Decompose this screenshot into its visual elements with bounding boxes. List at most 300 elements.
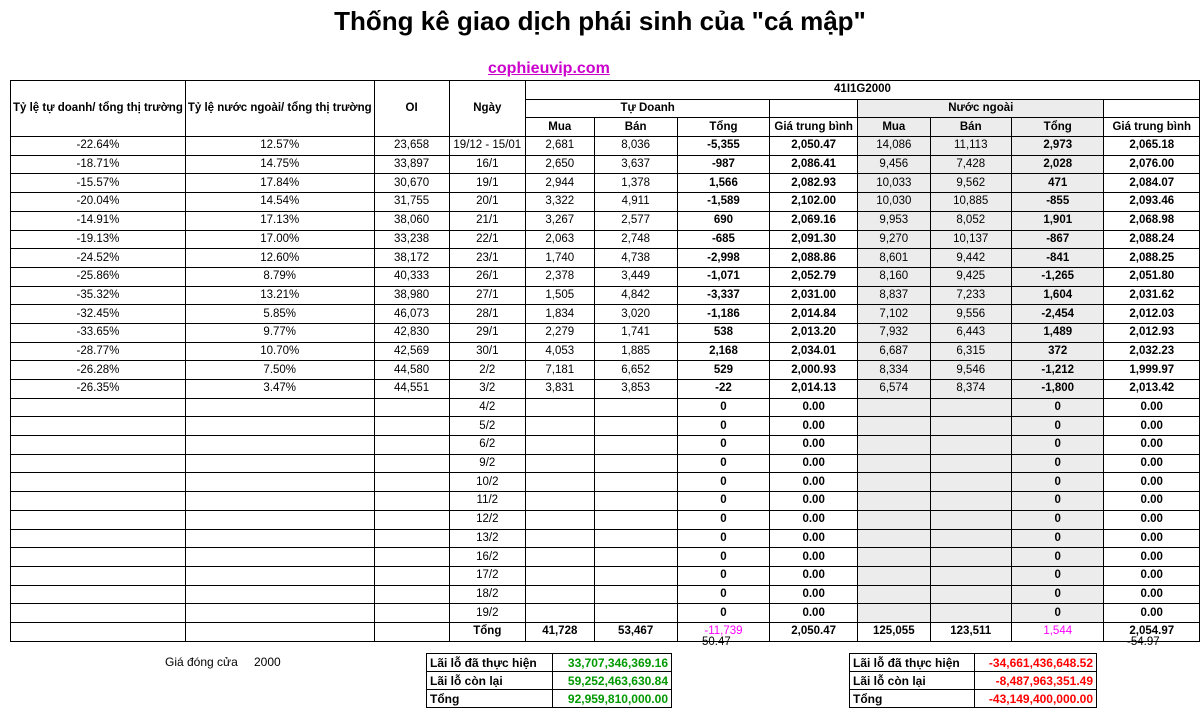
cell-nn-mua: 8,601 xyxy=(858,249,930,268)
cell-td-tong: 0 xyxy=(677,436,770,455)
table-row xyxy=(11,193,1200,212)
cell-nn-mua: 9,953 xyxy=(858,211,930,230)
cell-td-tong: -2,998 xyxy=(677,249,770,268)
cell-td-tong: -987 xyxy=(677,155,770,174)
cell-nn-ratio xyxy=(185,566,374,585)
cell-td-gia: 0.00 xyxy=(770,454,858,473)
cell-nn-gia: 0.00 xyxy=(1104,566,1200,585)
header-nn-mua: Mua xyxy=(858,118,930,137)
header-td-mua: Mua xyxy=(526,118,595,137)
cell-oi xyxy=(374,604,449,623)
cell-td-ratio: -33.65% xyxy=(11,323,186,342)
cell-td-gia: 2,086.41 xyxy=(770,155,858,174)
cell-td-mua xyxy=(526,529,595,548)
cell-td-ban: 2,577 xyxy=(594,211,677,230)
cell-td-ratio xyxy=(11,492,186,511)
cell-td-ratio: -32.45% xyxy=(11,305,186,324)
cell-td-ban xyxy=(594,473,677,492)
cell-nn-ratio xyxy=(185,436,374,455)
cell-td-ban xyxy=(594,510,677,529)
cell-nn-tong: -1,800 xyxy=(1011,380,1104,399)
cell-td-gia: 0.00 xyxy=(770,566,858,585)
cell-nn-ratio: 17.00% xyxy=(185,230,374,249)
cell-nn-ban: 8,052 xyxy=(930,211,1011,230)
table-row xyxy=(11,454,1200,473)
td-diff: 50.47 xyxy=(702,636,731,648)
cell-nn-mua xyxy=(858,566,930,585)
table-row xyxy=(11,529,1200,548)
table-row xyxy=(11,249,1200,268)
cell-oi: 31,755 xyxy=(374,193,449,212)
header-nn-tong: Tổng xyxy=(1011,118,1104,137)
cell-td-tong: 1,566 xyxy=(677,174,770,193)
cell-td-ban: 1,378 xyxy=(594,174,677,193)
cell-nn-mua: 6,687 xyxy=(858,342,930,361)
cell-nn-ban xyxy=(930,510,1011,529)
cell-nn-ratio: 5.85% xyxy=(185,305,374,324)
cell-td-ratio: -19.13% xyxy=(11,230,186,249)
cell-td-ban xyxy=(594,566,677,585)
cell-date: 30/1 xyxy=(449,342,525,361)
site-link[interactable]: cophieuvip.com xyxy=(488,60,610,77)
cell-td-tong: 529 xyxy=(677,361,770,380)
cell-oi xyxy=(374,510,449,529)
cell-date: 12/2 xyxy=(449,510,525,529)
cell-nn-ban xyxy=(930,436,1011,455)
cell-td-mua xyxy=(526,492,595,511)
cell-nn-ban: 9,442 xyxy=(930,249,1011,268)
cell-td-mua: 7,181 xyxy=(526,361,595,380)
pl-td-total-value: 92,959,810,000.00 xyxy=(553,690,672,708)
cell-td-mua: 3,322 xyxy=(526,193,595,212)
cell-nn-ratio: 17.84% xyxy=(185,174,374,193)
cell-nn-ratio: 12.60% xyxy=(185,249,374,268)
cell-td-ratio xyxy=(11,604,186,623)
cell-nn-tong: 0 xyxy=(1011,510,1104,529)
cell-nn-tong: 1,604 xyxy=(1011,286,1104,305)
cell-nn-ratio: 13.21% xyxy=(185,286,374,305)
cell-nn-ratio xyxy=(185,604,374,623)
cell-nn-tong: 0 xyxy=(1011,454,1104,473)
totals-nn-mua: 125,055 xyxy=(858,622,930,641)
cell-nn-gia: 0.00 xyxy=(1104,510,1200,529)
cell-nn-tong: -2,454 xyxy=(1011,305,1104,324)
cell-td-tong: -1,186 xyxy=(677,305,770,324)
cell-td-gia: 2,091.30 xyxy=(770,230,858,249)
cell-nn-ban: 10,137 xyxy=(930,230,1011,249)
cell-nn-ratio xyxy=(185,548,374,567)
cell-nn-ban: 9,562 xyxy=(930,174,1011,193)
cell-td-tong: 0 xyxy=(677,454,770,473)
cell-td-tong: 0 xyxy=(677,585,770,604)
cell-oi xyxy=(374,436,449,455)
cell-nn-gia: 0.00 xyxy=(1104,548,1200,567)
table-row xyxy=(11,604,1200,623)
cell-nn-gia: 0.00 xyxy=(1104,492,1200,511)
cell-td-ban: 4,738 xyxy=(594,249,677,268)
cell-td-tong: 0 xyxy=(677,548,770,567)
pl-row xyxy=(850,654,1097,672)
pl-nn-remaining-label: Lãi lỗ còn lại xyxy=(850,672,975,690)
cell-td-ban: 6,652 xyxy=(594,361,677,380)
cell-td-ratio xyxy=(11,436,186,455)
cell-td-tong: 0 xyxy=(677,604,770,623)
header-td-tong: Tổng xyxy=(677,118,770,137)
cell-nn-ratio xyxy=(185,492,374,511)
cell-td-gia: 2,050.47 xyxy=(770,137,858,156)
table-row xyxy=(11,267,1200,286)
table-row xyxy=(11,436,1200,455)
cell-nn-ban: 6,315 xyxy=(930,342,1011,361)
cell-td-ban: 4,911 xyxy=(594,193,677,212)
cell-nn-gia: 2,088.25 xyxy=(1104,249,1200,268)
cell-nn-mua: 7,102 xyxy=(858,305,930,324)
cell-td-gia: 0.00 xyxy=(770,492,858,511)
cell-td-ban xyxy=(594,398,677,417)
cell-td-tong: -1,589 xyxy=(677,193,770,212)
cell-nn-ratio: 14.54% xyxy=(185,193,374,212)
cell-td-tong: 0 xyxy=(677,492,770,511)
cell-date: 17/2 xyxy=(449,566,525,585)
cell-nn-tong: 0 xyxy=(1011,529,1104,548)
cell-td-ban: 3,449 xyxy=(594,267,677,286)
cell-nn-tong: 2,028 xyxy=(1011,155,1104,174)
cell-oi: 23,658 xyxy=(374,137,449,156)
cell-date: 29/1 xyxy=(449,323,525,342)
closing-price-label: Giá đóng cửa xyxy=(165,655,238,669)
cell-td-ban: 3,637 xyxy=(594,155,677,174)
table-row xyxy=(11,548,1200,567)
header-oi: OI xyxy=(374,81,449,137)
cell-td-tong: 0 xyxy=(677,473,770,492)
cell-td-gia: 2,034.01 xyxy=(770,342,858,361)
cell-date: 19/1 xyxy=(449,174,525,193)
cell-nn-tong: 0 xyxy=(1011,436,1104,455)
cell-td-mua xyxy=(526,473,595,492)
cell-nn-mua xyxy=(858,510,930,529)
cell-td-gia: 0.00 xyxy=(770,585,858,604)
cell-nn-tong: 471 xyxy=(1011,174,1104,193)
header-nn-ratio: Tỷ lệ nước ngoài/ tổng thị trường xyxy=(185,81,374,137)
cell-nn-ratio xyxy=(185,473,374,492)
table-row xyxy=(11,174,1200,193)
cell-td-ratio: -15.57% xyxy=(11,174,186,193)
cell-oi xyxy=(374,492,449,511)
table-row xyxy=(11,342,1200,361)
cell-td-mua: 2,681 xyxy=(526,137,595,156)
cell-td-tong: 0 xyxy=(677,398,770,417)
cell-td-ban xyxy=(594,548,677,567)
pl-tu-doanh-table xyxy=(426,653,672,708)
totals-nn-tong: 1,544 xyxy=(1011,622,1104,641)
cell-td-gia: 0.00 xyxy=(770,548,858,567)
cell-td-ban xyxy=(594,454,677,473)
page-title: Thống kê giao dịch phái sinh của "cá mập" xyxy=(334,6,866,36)
header-blank-1 xyxy=(770,99,858,118)
cell-nn-gia: 0.00 xyxy=(1104,436,1200,455)
cell-td-mua xyxy=(526,417,595,436)
pl-row xyxy=(850,690,1097,708)
cell-nn-gia: 2,031.62 xyxy=(1104,286,1200,305)
cell-nn-ban: 7,233 xyxy=(930,286,1011,305)
cell-date: 13/2 xyxy=(449,529,525,548)
cell-td-tong: 690 xyxy=(677,211,770,230)
cell-td-ratio xyxy=(11,566,186,585)
cell-td-tong: 0 xyxy=(677,510,770,529)
cell-nn-tong: -1,212 xyxy=(1011,361,1104,380)
cell-oi xyxy=(374,566,449,585)
cell-td-gia: 2,014.84 xyxy=(770,305,858,324)
cell-nn-mua: 10,033 xyxy=(858,174,930,193)
cell-nn-tong: -1,265 xyxy=(1011,267,1104,286)
pl-row xyxy=(427,672,672,690)
cell-td-gia: 0.00 xyxy=(770,604,858,623)
cell-td-ratio xyxy=(11,398,186,417)
cell-date: 11/2 xyxy=(449,492,525,511)
cell-td-mua xyxy=(526,398,595,417)
cell-nn-ratio xyxy=(185,510,374,529)
cell-nn-ban xyxy=(930,454,1011,473)
cell-td-ban xyxy=(594,492,677,511)
cell-nn-ban xyxy=(930,566,1011,585)
header-nuoc-ngoai: Nước ngoài xyxy=(858,99,1104,118)
table-row xyxy=(11,305,1200,324)
cell-td-ratio: -25.86% xyxy=(11,267,186,286)
cell-nn-mua xyxy=(858,529,930,548)
cell-date: 2/2 xyxy=(449,361,525,380)
cell-oi: 33,897 xyxy=(374,155,449,174)
cell-nn-tong: 2,973 xyxy=(1011,137,1104,156)
cell-td-ban xyxy=(594,529,677,548)
closing-price-value: 2000 xyxy=(254,655,281,669)
cell-nn-gia: 0.00 xyxy=(1104,604,1200,623)
cell-nn-ban: 11,113 xyxy=(930,137,1011,156)
cell-td-mua: 2,279 xyxy=(526,323,595,342)
table-row xyxy=(11,286,1200,305)
cell-td-tong: 2,168 xyxy=(677,342,770,361)
cell-td-gia: 2,088.86 xyxy=(770,249,858,268)
cell-td-gia: 0.00 xyxy=(770,510,858,529)
cell-nn-mua: 6,574 xyxy=(858,380,930,399)
table-row xyxy=(11,380,1200,399)
cell-nn-gia: 2,088.24 xyxy=(1104,230,1200,249)
cell-td-tong: -3,337 xyxy=(677,286,770,305)
cell-td-ratio xyxy=(11,585,186,604)
cell-td-tong: 0 xyxy=(677,417,770,436)
pl-td-realized-value: 33,707,346,369.16 xyxy=(553,654,672,672)
cell-nn-ratio xyxy=(185,585,374,604)
cell-date: 19/12 - 15/01 xyxy=(449,137,525,156)
cell-td-mua xyxy=(526,436,595,455)
pl-row xyxy=(427,690,672,708)
cell-nn-ban xyxy=(930,417,1011,436)
cell-empty xyxy=(185,622,374,641)
cell-td-ban xyxy=(594,417,677,436)
cell-td-ratio xyxy=(11,510,186,529)
pl-td-remaining-value: 59,252,463,630.84 xyxy=(553,672,672,690)
cell-nn-mua: 8,160 xyxy=(858,267,930,286)
cell-td-tong: 0 xyxy=(677,566,770,585)
cell-nn-ban: 8,374 xyxy=(930,380,1011,399)
cell-date: 19/2 xyxy=(449,604,525,623)
cell-nn-ratio: 9.77% xyxy=(185,323,374,342)
cell-nn-mua: 9,270 xyxy=(858,230,930,249)
cell-nn-tong: -867 xyxy=(1011,230,1104,249)
cell-oi: 33,238 xyxy=(374,230,449,249)
cell-td-ban: 3,853 xyxy=(594,380,677,399)
totals-row xyxy=(11,622,1200,641)
header-blank-2 xyxy=(1104,99,1200,118)
cell-oi: 42,569 xyxy=(374,342,449,361)
cell-nn-mua: 8,837 xyxy=(858,286,930,305)
cell-nn-mua xyxy=(858,454,930,473)
cell-nn-tong: 0 xyxy=(1011,398,1104,417)
cell-date: 26/1 xyxy=(449,267,525,286)
cell-oi: 38,060 xyxy=(374,211,449,230)
cell-td-tong: 538 xyxy=(677,323,770,342)
table-row xyxy=(11,323,1200,342)
cell-nn-ratio: 14.75% xyxy=(185,155,374,174)
table-row xyxy=(11,417,1200,436)
pl-nn-remaining-value: -8,487,963,351.49 xyxy=(974,672,1096,690)
cell-oi: 38,172 xyxy=(374,249,449,268)
cell-oi xyxy=(374,398,449,417)
cell-td-ban xyxy=(594,585,677,604)
cell-td-ban: 8,036 xyxy=(594,137,677,156)
cell-td-gia: 2,013.20 xyxy=(770,323,858,342)
cell-nn-ban xyxy=(930,398,1011,417)
cell-td-mua: 2,650 xyxy=(526,155,595,174)
cell-td-ratio: -14.91% xyxy=(11,211,186,230)
cell-td-mua: 2,378 xyxy=(526,267,595,286)
pl-nn-realized-label: Lãi lỗ đã thực hiện xyxy=(850,654,975,672)
cell-nn-tong: 1,489 xyxy=(1011,323,1104,342)
cell-td-gia: 0.00 xyxy=(770,398,858,417)
cell-nn-ban xyxy=(930,473,1011,492)
header-td-gia: Giá trung bình xyxy=(770,118,858,137)
cell-nn-gia: 1,999.97 xyxy=(1104,361,1200,380)
cell-td-tong: -685 xyxy=(677,230,770,249)
header-nn-gia: Giá trung bình xyxy=(1104,118,1200,137)
cell-nn-tong: 0 xyxy=(1011,604,1104,623)
nn-diff: -54.97 xyxy=(1127,636,1160,648)
totals-nn-ban: 123,511 xyxy=(930,622,1011,641)
cell-nn-tong: 0 xyxy=(1011,473,1104,492)
cell-date: 6/2 xyxy=(449,436,525,455)
cell-nn-gia: 0.00 xyxy=(1104,529,1200,548)
cell-nn-ban: 7,428 xyxy=(930,155,1011,174)
cell-date: 22/1 xyxy=(449,230,525,249)
pl-nn-total-value: -43,149,400,000.00 xyxy=(974,690,1096,708)
cell-nn-gia: 0.00 xyxy=(1104,417,1200,436)
cell-nn-ratio: 8.79% xyxy=(185,267,374,286)
totals-td-ban: 53,467 xyxy=(594,622,677,641)
cell-td-gia: 2,082.93 xyxy=(770,174,858,193)
cell-oi: 44,551 xyxy=(374,380,449,399)
cell-nn-ratio xyxy=(185,529,374,548)
cell-td-ratio xyxy=(11,417,186,436)
cell-nn-tong: 0 xyxy=(1011,417,1104,436)
header-td-ban: Bán xyxy=(594,118,677,137)
cell-nn-ban: 9,546 xyxy=(930,361,1011,380)
cell-nn-ratio xyxy=(185,454,374,473)
cell-td-mua: 2,944 xyxy=(526,174,595,193)
cell-oi: 40,333 xyxy=(374,267,449,286)
cell-nn-mua xyxy=(858,548,930,567)
cell-nn-ban xyxy=(930,529,1011,548)
cell-td-tong: 0 xyxy=(677,529,770,548)
cell-nn-ban xyxy=(930,585,1011,604)
cell-td-mua xyxy=(526,510,595,529)
pl-nn-total-label: Tổng xyxy=(850,690,975,708)
cell-nn-mua xyxy=(858,604,930,623)
cell-date: 20/1 xyxy=(449,193,525,212)
cell-td-gia: 2,014.13 xyxy=(770,380,858,399)
cell-td-gia: 0.00 xyxy=(770,473,858,492)
cell-td-ratio xyxy=(11,529,186,548)
cell-date: 27/1 xyxy=(449,286,525,305)
cell-td-gia: 2,102.00 xyxy=(770,193,858,212)
header-row-1 xyxy=(11,81,1200,100)
cell-nn-gia: 2,012.03 xyxy=(1104,305,1200,324)
cell-nn-mua: 9,456 xyxy=(858,155,930,174)
cell-nn-gia: 2,013.42 xyxy=(1104,380,1200,399)
header-tu-doanh: Tự Doanh xyxy=(526,99,770,118)
cell-nn-ratio: 10.70% xyxy=(185,342,374,361)
table-row xyxy=(11,473,1200,492)
cell-nn-gia: 0.00 xyxy=(1104,454,1200,473)
cell-nn-mua xyxy=(858,398,930,417)
cell-nn-mua xyxy=(858,492,930,511)
cell-nn-tong: 0 xyxy=(1011,548,1104,567)
cell-nn-mua: 8,334 xyxy=(858,361,930,380)
totals-nn-gia: 2,054.97 xyxy=(1104,622,1200,641)
cell-td-mua: 2,063 xyxy=(526,230,595,249)
cell-nn-ban xyxy=(930,604,1011,623)
cell-date: 16/2 xyxy=(449,548,525,567)
cell-date: 10/2 xyxy=(449,473,525,492)
totals-td-tong: -11,739 xyxy=(677,622,770,641)
cell-oi xyxy=(374,585,449,604)
cell-nn-gia: 2,012.93 xyxy=(1104,323,1200,342)
cell-empty xyxy=(374,622,449,641)
table-row xyxy=(11,585,1200,604)
cell-td-mua: 3,831 xyxy=(526,380,595,399)
cell-td-mua: 1,834 xyxy=(526,305,595,324)
cell-empty xyxy=(11,622,186,641)
totals-td-gia: 2,050.47 xyxy=(770,622,858,641)
cell-nn-tong: 0 xyxy=(1011,585,1104,604)
cell-td-ban: 1,885 xyxy=(594,342,677,361)
cell-date: 18/2 xyxy=(449,585,525,604)
cell-td-ratio: -22.64% xyxy=(11,137,186,156)
header-nn-ban: Bán xyxy=(930,118,1011,137)
cell-td-mua: 1,505 xyxy=(526,286,595,305)
cell-nn-gia: 2,051.80 xyxy=(1104,267,1200,286)
cell-date: 9/2 xyxy=(449,454,525,473)
table-row xyxy=(11,137,1200,156)
trade-table xyxy=(10,80,1200,642)
header-date: Ngày xyxy=(449,81,525,137)
cell-td-mua xyxy=(526,454,595,473)
cell-td-ratio: -20.04% xyxy=(11,193,186,212)
pl-row xyxy=(850,672,1097,690)
cell-date: 16/1 xyxy=(449,155,525,174)
cell-nn-tong: 0 xyxy=(1011,492,1104,511)
cell-nn-gia: 0.00 xyxy=(1104,585,1200,604)
cell-td-ratio: -26.28% xyxy=(11,361,186,380)
cell-nn-mua xyxy=(858,473,930,492)
